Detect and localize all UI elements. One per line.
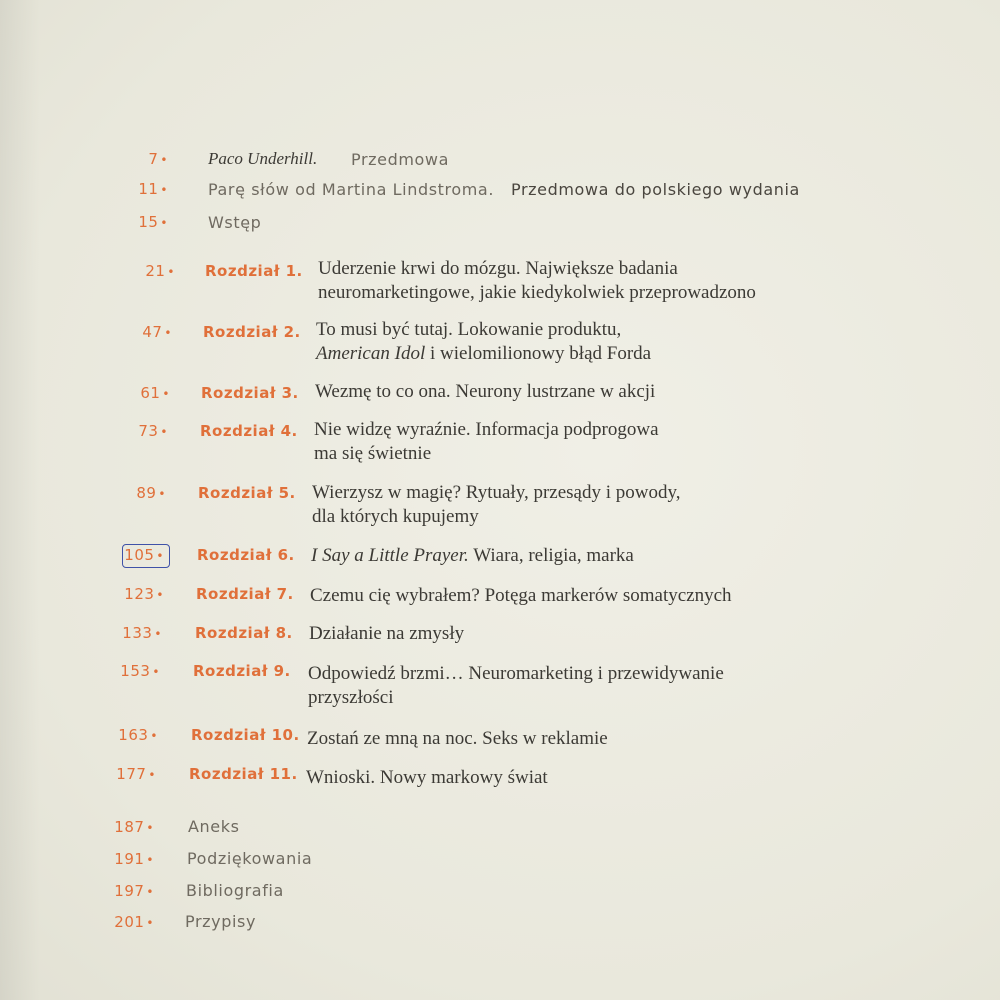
chapter-title-line-2: ma się świetnie	[314, 443, 432, 464]
chapter-title-line-1: Działanie na zmysły	[309, 623, 465, 644]
page-number: 11 •	[138, 180, 168, 198]
page-number: 61 •	[140, 384, 170, 402]
page-number: 177 •	[116, 765, 156, 783]
page-number: 7 •	[148, 150, 168, 168]
chapter-title-line-2: neuromarketingowe, jakie kiedykolwiek przeprowadzono	[318, 282, 756, 303]
page-number: 15 •	[138, 213, 168, 231]
chapter-label: Rozdział 3.	[201, 384, 299, 402]
page-number: 201 •	[114, 913, 154, 931]
page-number: 191 •	[114, 850, 154, 868]
chapter-label: Rozdział 6.	[197, 546, 295, 564]
chapter-title-line-1: Wezmę to co ona. Neurony lustrzane w akcji	[315, 381, 656, 402]
chapter-label: Rozdział 4.	[200, 422, 298, 440]
page-number: 47 •	[142, 323, 172, 341]
chapter-label: Rozdział 10.	[191, 726, 300, 744]
entry-label: Bibliografia	[186, 881, 284, 900]
page-number: 89 •	[136, 484, 166, 502]
page-number: 163 •	[118, 726, 158, 744]
chapter-label: Rozdział 9.	[193, 662, 291, 680]
page-number: 73 •	[138, 422, 168, 440]
chapter-title-line-2: dla których kupujemy	[312, 506, 479, 527]
chapter-title-line-1: Zostań ze mną na noc. Seks w reklamie	[307, 728, 608, 749]
chapter-label: Rozdział 2.	[203, 323, 301, 341]
chapter-title-line-1: I Say a Little Prayer. Wiara, religia, marka	[311, 545, 634, 566]
chapter-label: Rozdział 1.	[205, 262, 303, 280]
entry-label: Wstęp	[208, 213, 262, 232]
page-number: 197 •	[114, 882, 154, 900]
chapter-title-line-1: Czemu cię wybrałem? Potęga markerów somatycznych	[310, 585, 732, 606]
page-number: 153 •	[120, 662, 160, 680]
chapter-label: Rozdział 8.	[195, 624, 293, 642]
entry-subtitle: Przedmowa do polskiego wydania	[511, 180, 800, 199]
chapter-title-line-1: Wnioski. Nowy markowy świat	[306, 767, 548, 788]
chapter-label: Rozdział 7.	[196, 585, 294, 603]
chapter-title-line-1: Odpowiedź brzmi… Neuromarketing i przewidywanie	[308, 663, 724, 684]
entry-title: Paco Underhill.	[208, 149, 318, 168]
page-number: 133 •	[122, 624, 162, 642]
entry-label: Parę słów od Martina Lindstroma.	[208, 180, 495, 199]
chapter-label: Rozdział 11.	[189, 765, 298, 783]
entry-label: Przypisy	[185, 912, 257, 931]
chapter-title-line-1: Wierzysz w magię? Rytuały, przesądy i powody,	[312, 482, 681, 503]
entry-label: Podziękowania	[187, 849, 313, 868]
chapter-title-line-1: Uderzenie krwi do mózgu. Największe badania	[318, 258, 678, 279]
page-number: 123 •	[124, 585, 164, 603]
entry-label: Aneks	[188, 817, 240, 836]
entry-label: Przedmowa	[351, 150, 450, 169]
chapter-title-line-2: przyszłości	[308, 687, 394, 708]
page-gutter-shadow	[0, 0, 40, 1000]
chapter-title-line-2: American Idol i wielomilionowy błąd Forda	[316, 343, 652, 364]
chapter-title-line-1: Nie widzę wyraźnie. Informacja podprogowa	[314, 419, 659, 440]
page-number: 21 •	[145, 262, 175, 280]
chapter-label: Rozdział 5.	[198, 484, 296, 502]
page-number: 187 •	[114, 818, 154, 836]
page-number: 105 •	[124, 546, 164, 564]
chapter-title-line-1: To musi być tutaj. Lokowanie produktu,	[316, 319, 622, 340]
